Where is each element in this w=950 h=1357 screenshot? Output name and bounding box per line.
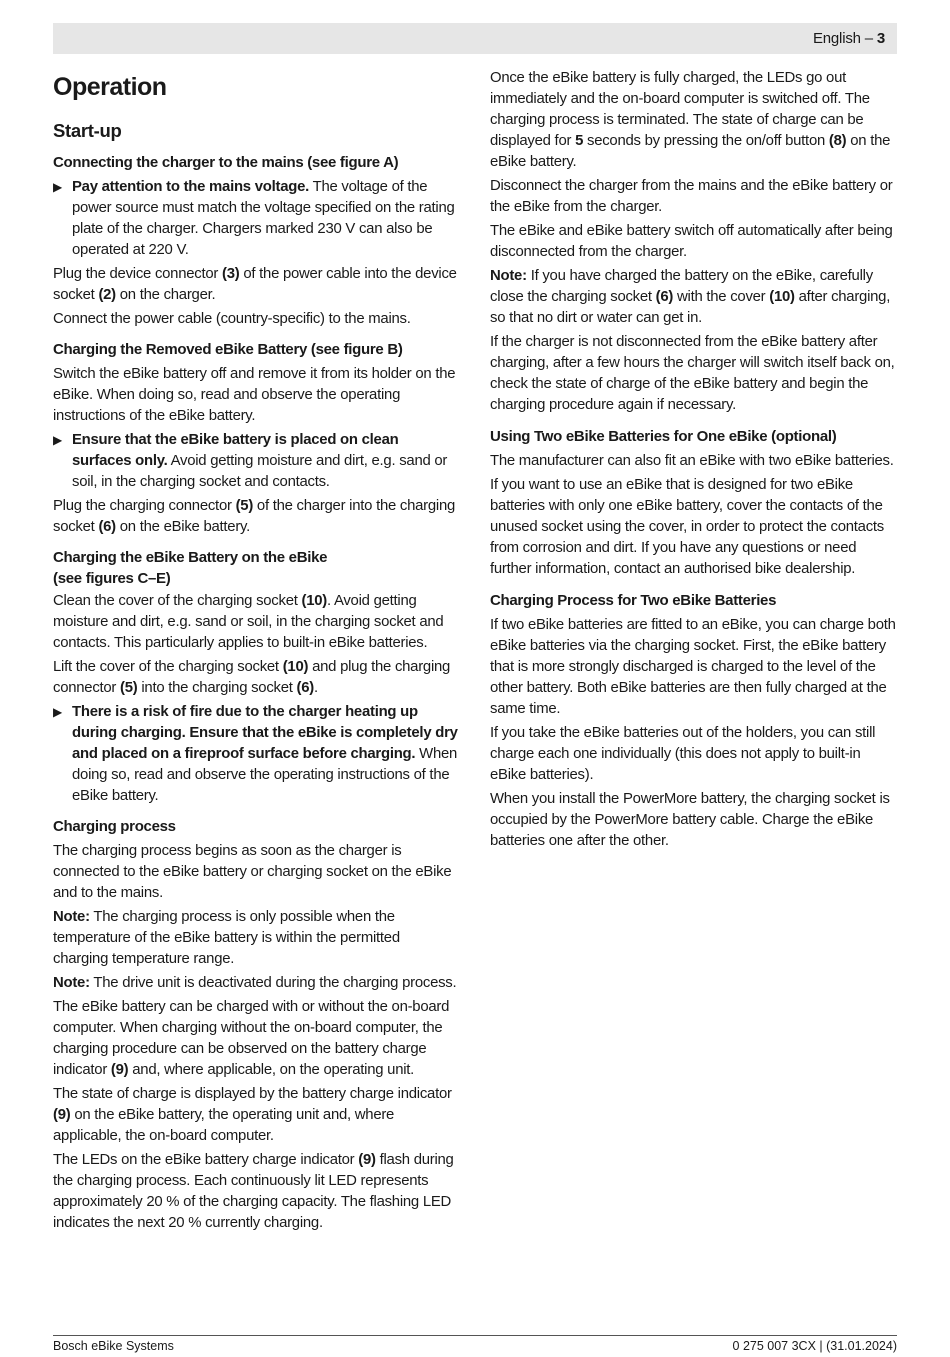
warning-bullet-fire-risk xyxy=(53,702,458,807)
paragraph-if-not-disconnected: If the charger is not disconnected from the eBike battery after charging, after a few hours the charger will switch itself back on, check the state of charge of the eBike battery and begin the charging procedure again if necessary. xyxy=(490,334,895,413)
subheading-charging-process: Charging process xyxy=(53,818,176,835)
page-number: 3 xyxy=(876,30,885,47)
left-column xyxy=(53,68,458,1237)
footer-brand: Bosch eBike Systems xyxy=(53,1339,174,1353)
paragraph-one-battery: If you want to use an eBike that is designed for two eBike batteries with only one eBike battery, cover the contacts of the unused socket using the cover, in order to protect the contacts from corrosion and dirt. If you have any questions or need further information, contact an authorised bike dealership. xyxy=(490,477,884,577)
paragraph-powermore: When you install the PowerMore battery, the charging socket is occupied by the PowerMore battery cable. Charge the eBike batteries one after the other. xyxy=(490,791,890,849)
bullet-arrow-icon: ▶ xyxy=(53,705,62,719)
footer-doc-number: 0 275 007 3CX | (31.01.2024) xyxy=(732,1339,897,1353)
subheading-connect-mains: Connecting the charger to the mains (see figure A) xyxy=(53,154,399,171)
header-label xyxy=(813,30,885,47)
warning-bullet-voltage xyxy=(53,177,458,261)
bullet-arrow-icon: ▶ xyxy=(53,433,62,447)
bullet-bold-text: There is a risk of fire due to the charger heating up during charging. Ensure that the eBike is completely dry and placed on a fireproof surface before charging. xyxy=(72,704,458,762)
paragraph-disconnect: Disconnect the charger from the mains and the eBike battery or the eBike from the charger. xyxy=(490,178,893,215)
bullet-text: When doing so, read and observe the operating instructions of the eBike battery. xyxy=(72,746,458,804)
paragraph-state-of-charge: The state of charge is displayed by the battery charge indicator (9) on the eBike battery, the operating unit and, where applicable, the on-board computer. xyxy=(53,1086,452,1144)
subheading-removed-battery: Charging the Removed eBike Battery (see figure B) xyxy=(53,341,403,358)
right-column xyxy=(490,68,900,855)
footer-divider xyxy=(53,1335,897,1336)
note-drive-unit: Note: The drive unit is deactivated during the charging process. xyxy=(53,975,457,991)
paragraph-clean-cover: Clean the cover of the charging socket (10). Avoid getting moisture and dirt, e.g. sand or soil, in the charging socket and contacts. This particularly applies to built-in eBike batteries. xyxy=(53,593,444,651)
subheading-on-ebike: Charging the eBike Battery on the eBike (see figures C–E) xyxy=(53,549,328,587)
bullet-bold-text: Pay attention to the mains voltage. xyxy=(72,179,309,195)
note-close-socket: Note: If you have charged the battery on the eBike, carefully close the charging socket (6) with the cover (10) after charging, so that no dirt or water can get in. xyxy=(490,268,891,326)
paragraph-plug-device: Plug the device connector (3) of the power cable into the device socket (2) on the charger. xyxy=(53,266,457,303)
paragraph-take-out: If you take the eBike batteries out of the holders, you can still charge each one individually (this does not apply to built-in eBike batteries). xyxy=(490,725,876,783)
bullet-text: The voltage of the power source must match the voltage specified on the rating plate of the charger. Chargers marked 230 V can also be operated at 220 V. xyxy=(72,179,455,258)
note-temperature: Note: The charging process is only possible when the temperature of the eBike battery is within the permitted charging temperature range. xyxy=(53,909,400,967)
subheading-two-batteries: Using Two eBike Batteries for One eBike (optional) xyxy=(490,428,837,445)
section-heading-startup: Start-up xyxy=(53,120,122,141)
paragraph-two-fitted: If two eBike batteries are fitted to an eBike, you can charge both eBike batteries via the charging socket. First, the eBike battery that is more strongly discharged is charged to the level of the other battery. Both eBike batteries are then fully charged at the same time. xyxy=(490,617,896,717)
header-separator: – xyxy=(860,30,877,47)
warning-bullet-clean-surface xyxy=(53,430,458,493)
paragraph-leds: The LEDs on the eBike battery charge indicator (9) flash during the charging process. Each continuously lit LED represents approximately 20 % of the charging capacity. The flashing LED indicates the next 20 % currently charging. xyxy=(53,1152,454,1231)
bullet-text: Avoid getting moisture and dirt, e.g. sand or soil, in the charging socket and contacts. xyxy=(72,453,448,490)
subheading-process-two: Charging Process for Two eBike Batteries xyxy=(490,592,777,609)
page-header xyxy=(53,23,897,54)
paragraph-plug-charging-connector: Plug the charging connector (5) of the charger into the charging socket (6) on the eBike battery. xyxy=(53,498,456,535)
paragraph-process-begins: The charging process begins as soon as the charger is connected to the eBike battery or charging socket on the eBike and to the mains. xyxy=(53,843,452,901)
paragraph-switch-off: Switch the eBike battery off and remove it from its holder on the eBike. When doing so, read and observe the operating instructions of the eBike battery. xyxy=(53,366,456,424)
paragraph-fully-charged: Once the eBike battery is fully charged, the LEDs go out immediately and the on-board computer is switched off. The charging process is terminated. The state of charge can be displayed for 5 seconds by pressing the on/off button (8) on the eBike battery. xyxy=(490,70,891,170)
header-language: English xyxy=(812,30,861,47)
page-title: Operation xyxy=(53,73,167,101)
paragraph-switch-off-auto: The eBike and eBike battery switch off automatically after being disconnected from the charger. xyxy=(490,223,893,260)
bullet-arrow-icon: ▶ xyxy=(53,180,62,194)
paragraph-manufacturer: The manufacturer can also fit an eBike with two eBike batteries. xyxy=(490,453,894,469)
bullet-bold-text: Ensure that the eBike battery is placed on clean surfaces only. xyxy=(72,432,399,469)
paragraph-with-without-computer: The eBike battery can be charged with or without the on-board computer. When charging without the on-board computer, the charging procedure can be observed on the battery charge indicator (9) and, where applicable, on the operating unit. xyxy=(53,999,450,1078)
paragraph-lift-cover: Lift the cover of the charging socket (10) and plug the charging connector (5) into the charging socket (6). xyxy=(53,659,451,696)
paragraph-connect-cable: Connect the power cable (country-specific) to the mains. xyxy=(53,311,411,327)
